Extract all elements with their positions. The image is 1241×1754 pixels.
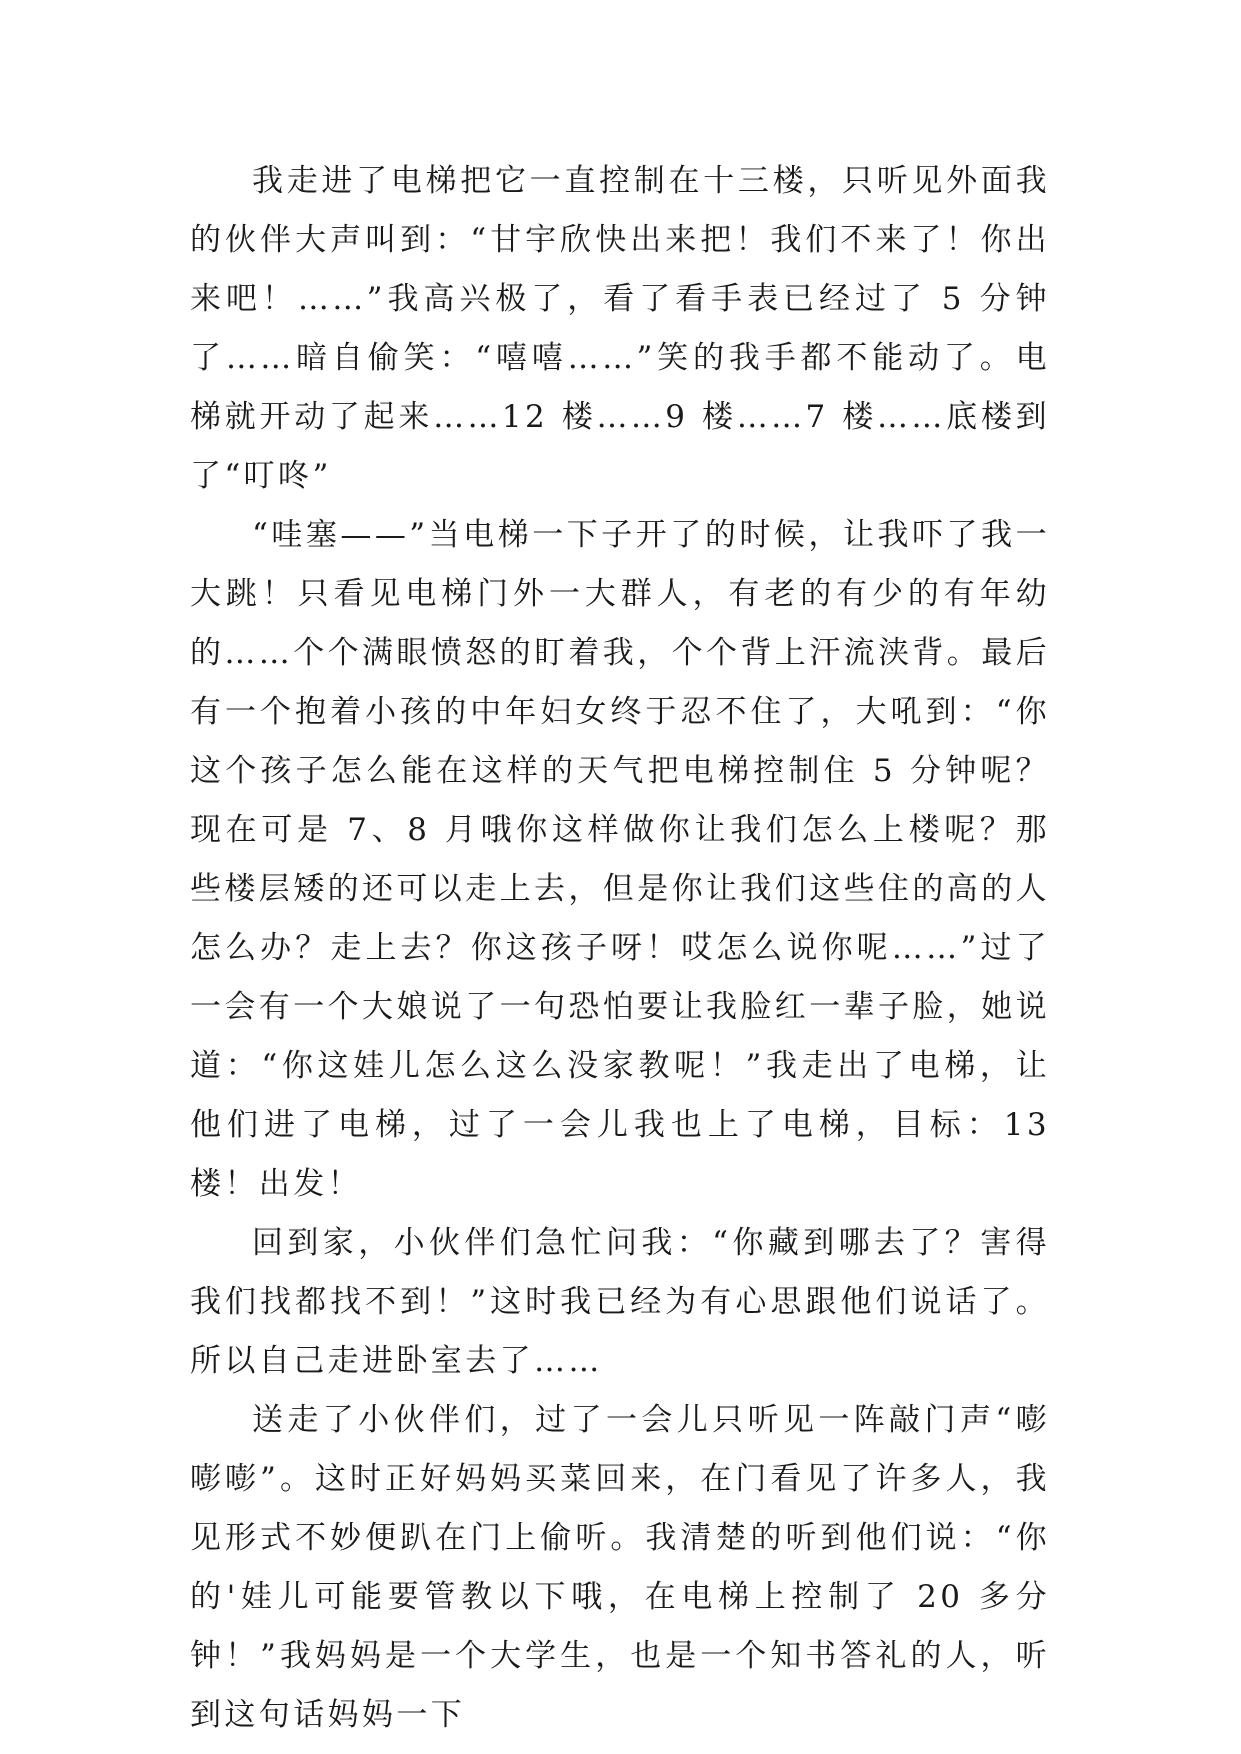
paragraph-2: “哇塞——”当电梯一下子开了的时候，让我吓了我一大跳！只看见电梯门外一大群人，有老的有少的有年幼的……个个满眼愤怒的盯着我，个个背上汗流浃背。最后有一个抱着小孩的中年妇女终于忍不住了，大吼到：“你这个孩子怎么能在这样的天气把电梯控制住 5 分钟呢？现在可是 7、8 月哦你这样做你让我们怎么上楼呢？那些楼层矮的还可以走上去，但是你让我们这些住的高的人怎么办？走上去？你这孩子呀！哎怎么说你呢……”过了一会有一个大娘说了一句恐怕要让我脸红一辈子脸，她说道：“你这娃儿怎么这么没家教呢！”我走出了电梯，让他们进了电梯，过了一会儿我也上了电梯，目标：13 楼！出发！ bbox=[190, 517, 1050, 1202]
document-body bbox=[190, 152, 1050, 1745]
paragraph-1: 我走进了电梯把它一直控制在十三楼，只听见外面我的伙伴大声叫到：“甘宇欣快出来把！我们不来了！你出来吧！……”我高兴极了，看了看手表已经过了 5 分钟了……暗自偷笑：“嘻嘻……”笑的我手都不能动了。电梯就开动了起来……12 楼……9 楼……7 楼……底楼到了“叮咚” bbox=[190, 163, 1050, 494]
paragraph-3: 回到家，小伙伴们急忙问我：“你藏到哪去了？害得我们找都找不到！”这时我已经为有心思跟他们说话了。所以自己走进卧室去了…… bbox=[190, 1225, 1050, 1379]
paragraph-4: 送走了小伙伴们，过了一会儿只听见一阵敲门声“嘭嘭嘭”。这时正好妈妈买菜回来，在门看见了许多人，我见形式不妙便趴在门上偷听。我清楚的听到他们说：“你的'娃儿可能要管教以下哦，在电梯上控制了 20 多分钟！”我妈妈是一个大学生，也是一个知书答礼的人，听到这句话妈妈一下 bbox=[190, 1402, 1050, 1733]
